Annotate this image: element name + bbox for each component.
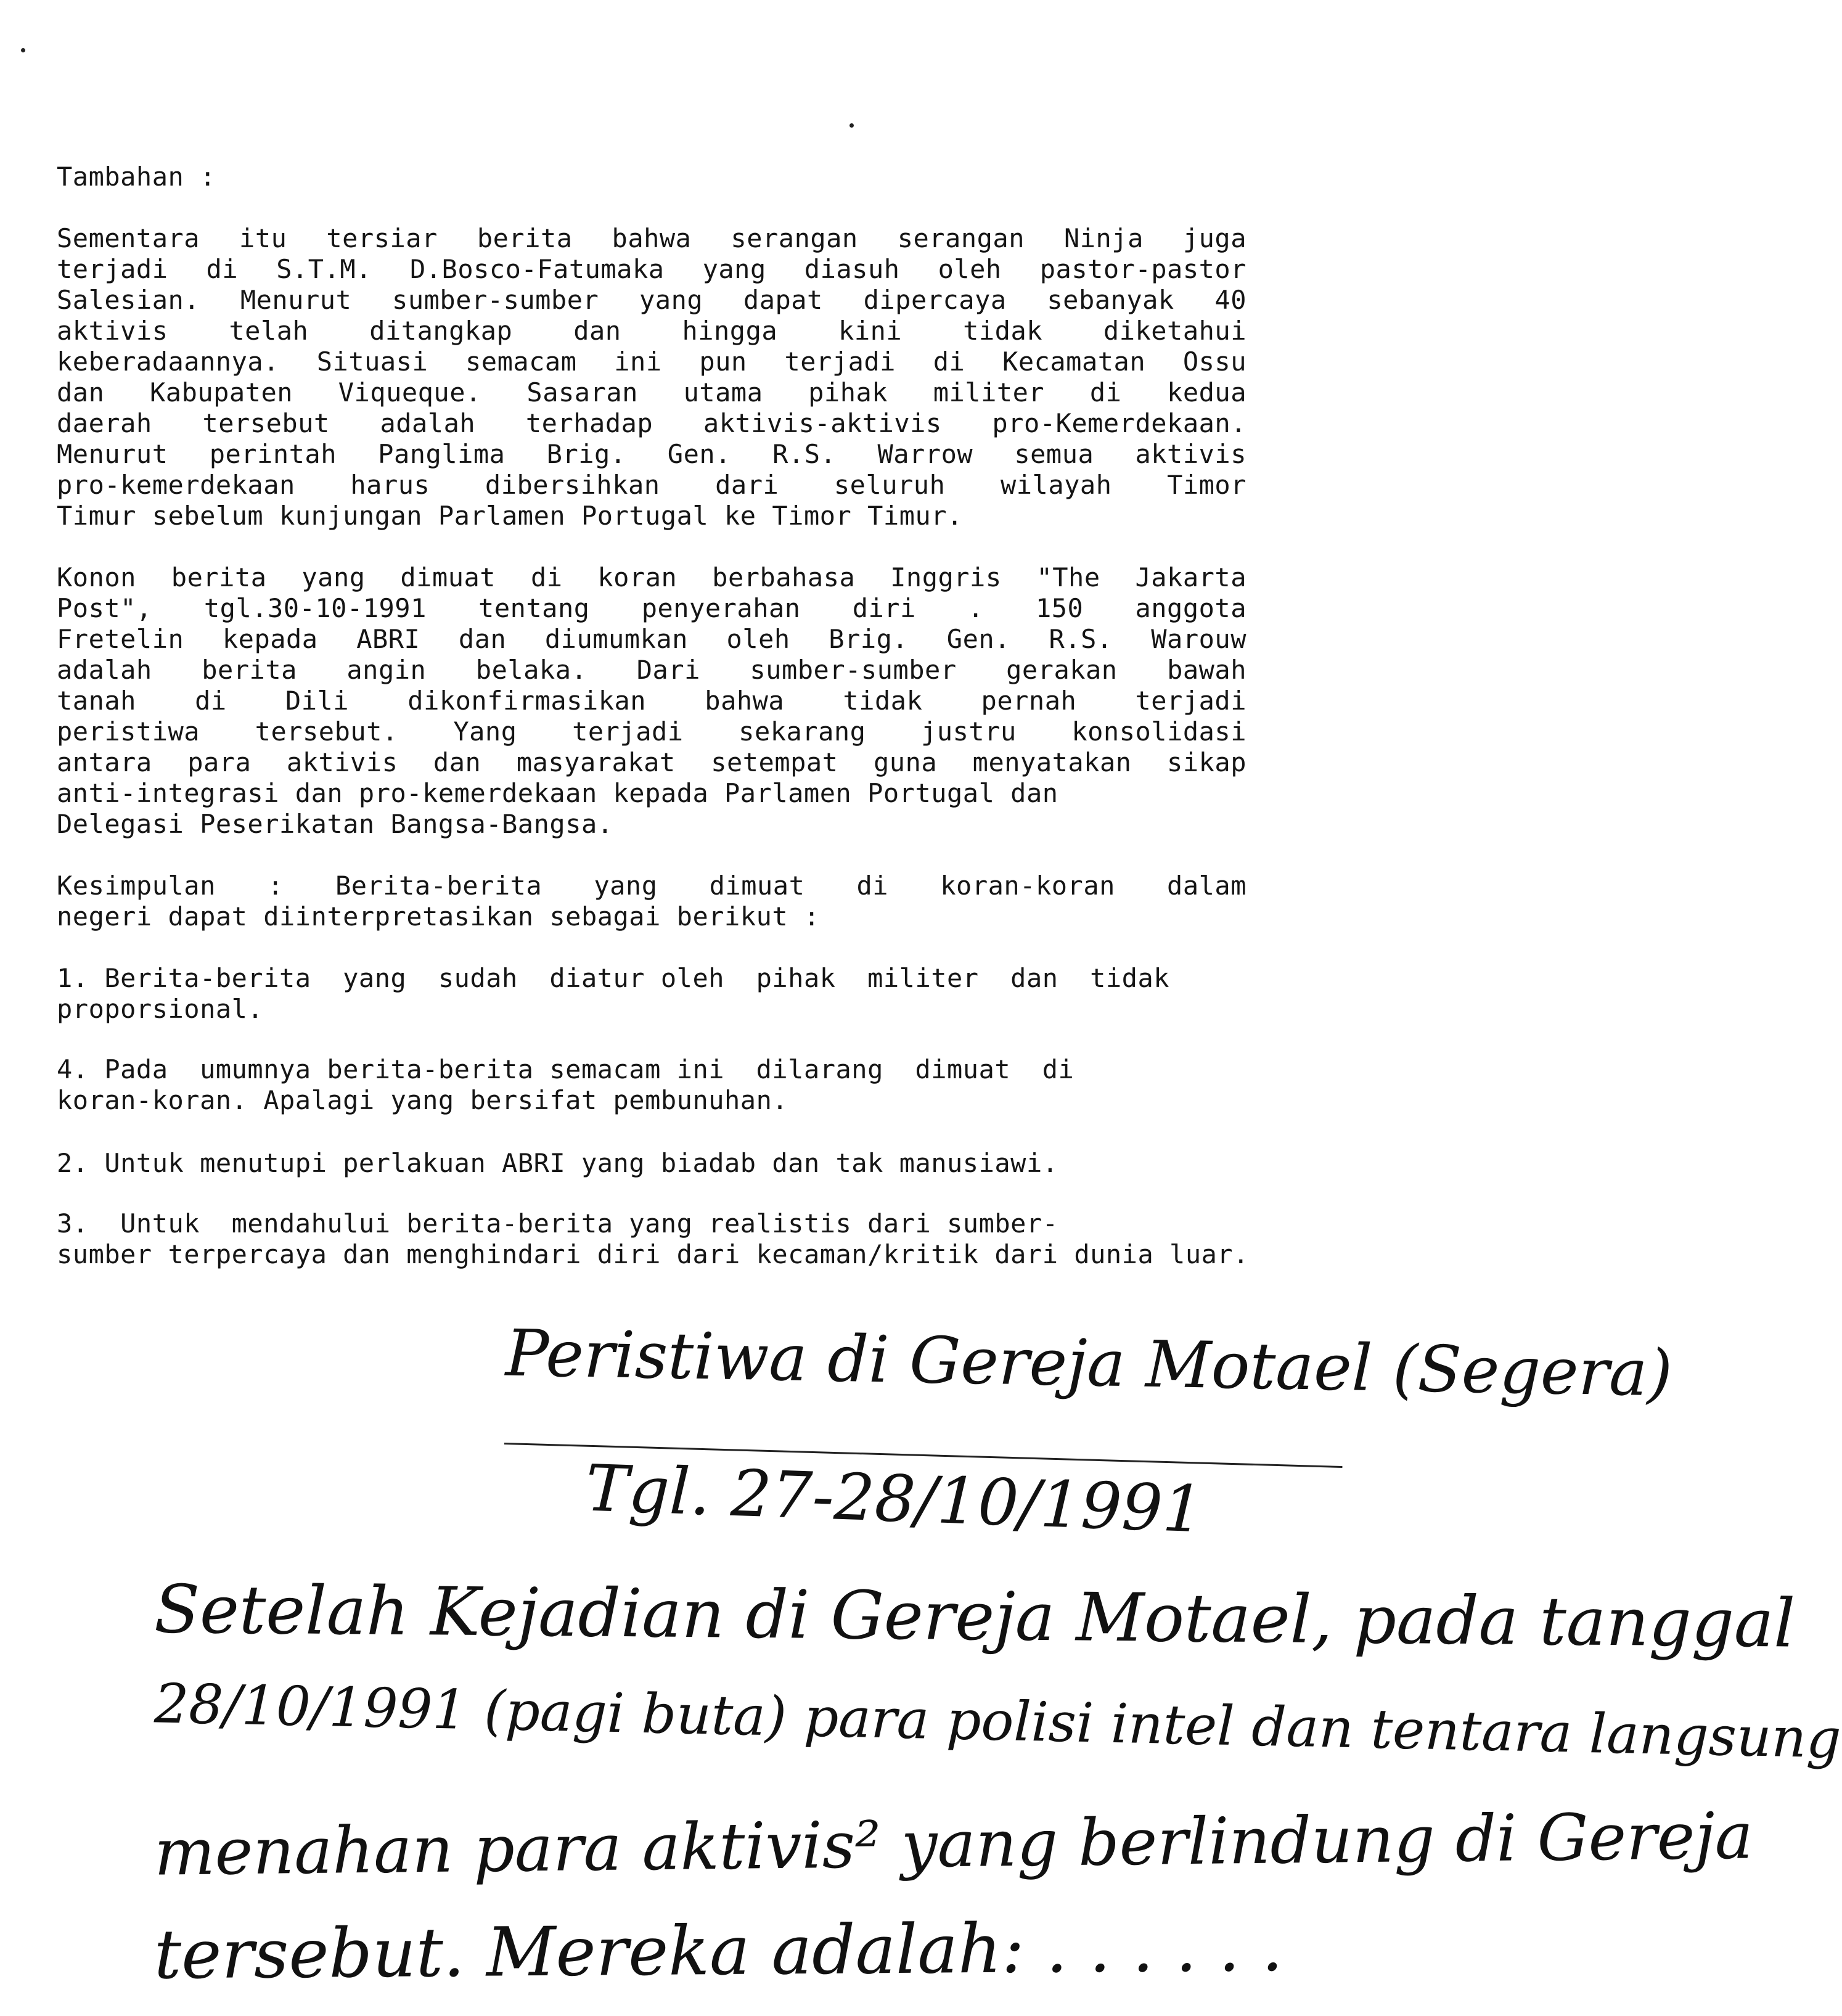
heading-block	[57, 162, 1290, 192]
text-line: Konon berita yang dimuat di koran berbahasa Inggris "The Jakarta	[57, 562, 1246, 592]
list-item-1	[57, 963, 1290, 1025]
text-line: dan Kabupaten Viqueque. Sasaran utama pihak militer di kedua	[57, 377, 1246, 408]
text-line: anti-integrasi dan pro-kemerdekaan kepada Parlamen Portugal dan	[57, 778, 1058, 808]
text-line: 4. Pada umumnya berita-berita semacam ini dilarang dimuat di	[57, 1054, 1074, 1084]
text-line: keberadaannya. Situasi semacam ini pun terjadi di Kecamatan Ossu	[57, 346, 1246, 377]
scan-speck	[849, 123, 854, 128]
text-line: aktivis telah ditangkap dan hingga kini tidak diketahui	[57, 316, 1246, 346]
text-line: Menurut perintah Panglima Brig. Gen. R.S. Warrow semua aktivis	[57, 439, 1246, 469]
text-line: adalah berita angin belaka. Dari sumber-sumber gerakan bawah	[57, 655, 1246, 685]
text-line: pro-kemerdekaan harus dibersihkan dari seluruh wilayah Timor	[57, 470, 1246, 500]
text-line: peristiwa tersebut. Yang terjadi sekarang justru konsolidasi	[57, 716, 1246, 747]
text-line: Delegasi Peserikatan Bangsa-Bangsa.	[57, 809, 613, 839]
list-item-2	[57, 1148, 1290, 1179]
text-line: Post", tgl.30-10-1991 tentang penyerahan diri . 150 anggota	[57, 593, 1246, 623]
text-line: Salesian. Menurut sumber-sumber yang dapat dipercaya sebanyak 40	[57, 285, 1246, 315]
heading-tambahan: Tambahan :	[57, 162, 216, 192]
handwritten-line: menahan para aktivis² yang berlindung di Gereja	[154, 1798, 1754, 1890]
handwritten-line: tersebut. Mereka adalah: . . . . . .	[154, 1907, 1283, 1994]
text-line: negeri dapat diinterpretasikan sebagai berikut :	[57, 901, 820, 932]
text-line: 3. Untuk mendahului berita-berita yang realistis dari sumber-	[57, 1208, 1058, 1239]
text-line: Timur sebelum kunjungan Parlamen Portugal ke Timor Timur.	[57, 501, 963, 531]
text-line: proporsional.	[57, 994, 264, 1024]
text-line: Fretelin kepada ABRI dan diumumkan oleh Brig. Gen. R.S. Warouw	[57, 624, 1246, 654]
paragraph-kesimpulan	[57, 871, 1290, 932]
handwritten-line: 28/10/1991 (pagi buta) para polisi intel dan tentara langsung	[154, 1671, 1842, 1771]
text-line: Sementara itu tersiar berita bahwa serangan serangan Ninja juga	[57, 223, 1246, 253]
text-line: tanah di Dili dikonfirmasikan bahwa tidak pernah terjadi	[57, 686, 1246, 716]
text-line: Kesimpulan : Berita-berita yang dimuat di koran-koran dalam	[57, 871, 1246, 901]
handwritten-line: Setelah Kejadian di Gereja Motael, pada tanggal	[154, 1571, 1796, 1663]
handwritten-date: Tgl. 27-28/10/1991	[584, 1450, 1205, 1547]
text-line: sumber terpercaya dan menghindari diri dari kecaman/kritik dari dunia luar.	[57, 1239, 1249, 1269]
list-item-3	[57, 1208, 1290, 1270]
text-line: terjadi di S.T.M. D.Bosco-Fatumaka yang diasuh oleh pastor-pastor	[57, 254, 1246, 284]
text-line: antara para aktivis dan masyarakat setempat guna menyatakan sikap	[57, 747, 1246, 777]
handwritten-title: Peristiwa di Gereja Motael (Segera)	[505, 1315, 1673, 1411]
list-item-4	[57, 1054, 1290, 1116]
scan-speck	[21, 48, 25, 52]
text-line: koran-koran. Apalagi yang bersifat pembunuhan.	[57, 1085, 788, 1115]
paragraph-ninja-attacks	[57, 223, 1290, 531]
text-line: 1. Berita-berita yang sudah diatur oleh pihak militer dan tidak	[57, 963, 1170, 993]
paragraph-jakarta-post	[57, 562, 1290, 840]
text-line: 2. Untuk menutupi perlakuan ABRI yang biadab dan tak manusiawi.	[57, 1148, 1058, 1178]
text-line: daerah tersebut adalah terhadap aktivis-aktivis pro-Kemerdekaan.	[57, 408, 1246, 438]
